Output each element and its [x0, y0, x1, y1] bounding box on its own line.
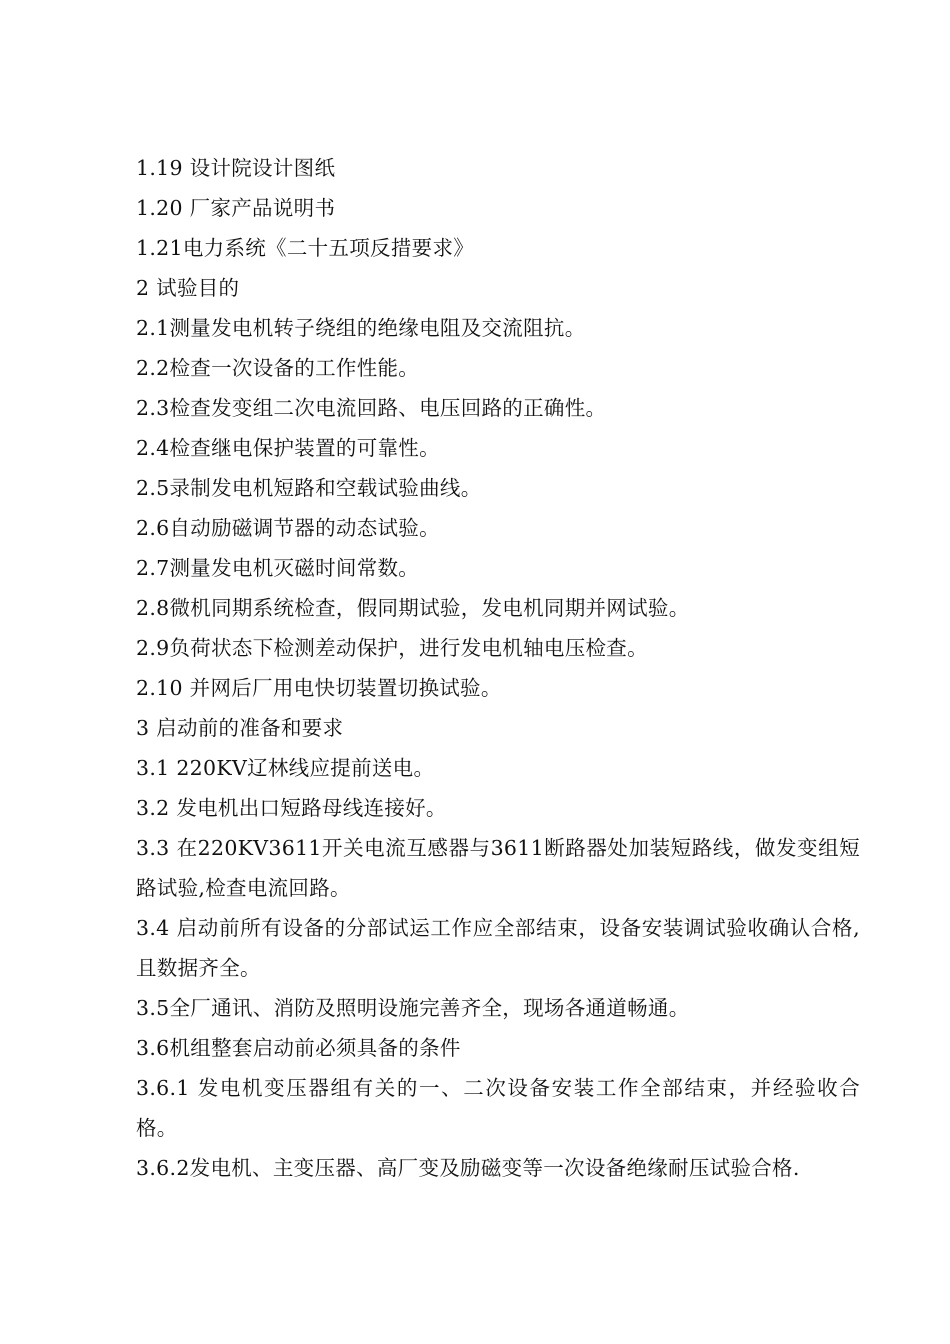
purpose-item-2-10: 2.10 并网后厂用电快切装置切换试验。 [136, 676, 502, 700]
prep-item-3-1: 3.1 220KV辽林线应提前送电。 [136, 756, 435, 780]
prep-item-3-6: 3.6机组整套启动前必须具备的条件 [136, 1036, 461, 1060]
ref-item-1-21: 1.21电力系统《二十五项反措要求》 [136, 236, 475, 260]
prep-item-3-3: 3.3 在220KV3611开关电流互感器与3611断路器处加装短路线，做发变组短路试验,检查电流回路。 [136, 836, 860, 900]
ref-item-1-20: 1.20 厂家产品说明书 [136, 196, 336, 220]
purpose-item-2-2: 2.2检查一次设备的工作性能。 [136, 356, 420, 380]
section-heading-2: 2 试验目的 [136, 276, 240, 300]
prep-item-3-6-1: 3.6.1 发电机变压器组有关的一、二次设备安装工作全部结束，并经验收合格。 [136, 1076, 860, 1140]
purpose-item-2-9: 2.9负荷状态下检测差动保护，进行发电机轴电压检查。 [136, 636, 648, 660]
prep-item-3-4: 3.4 启动前所有设备的分部试运工作应全部结束，设备安装调试验收确认合格,且数据齐全。 [136, 916, 860, 980]
prep-item-3-6-2: 3.6.2发电机、主变压器、高厂变及励磁变等一次设备绝缘耐压试验合格. [136, 1156, 800, 1180]
purpose-item-2-8: 2.8微机同期系统检查，假同期试验，发电机同期并网试验。 [136, 596, 690, 620]
section-heading-3: 3 启动前的准备和要求 [136, 716, 344, 740]
prep-item-3-5: 3.5全厂通讯、消防及照明设施完善齐全，现场各通道畅通。 [136, 996, 690, 1020]
purpose-item-2-5: 2.5录制发电机短路和空载试验曲线。 [136, 476, 482, 500]
purpose-item-2-4: 2.4检查继电保护装置的可靠性。 [136, 436, 440, 460]
purpose-item-2-3: 2.3检查发变组二次电流回路、电压回路的正确性。 [136, 396, 607, 420]
document-body [136, 148, 860, 1188]
ref-item-1-19: 1.19 设计院设计图纸 [136, 156, 336, 180]
purpose-item-2-6: 2.6自动励磁调节器的动态试验。 [136, 516, 440, 540]
purpose-item-2-1: 2.1测量发电机转子绕组的绝缘电阻及交流阻抗。 [136, 316, 586, 340]
prep-item-3-2: 3.2 发电机出口短路母线连接好。 [136, 796, 447, 820]
purpose-item-2-7: 2.7测量发电机灭磁时间常数。 [136, 556, 420, 580]
